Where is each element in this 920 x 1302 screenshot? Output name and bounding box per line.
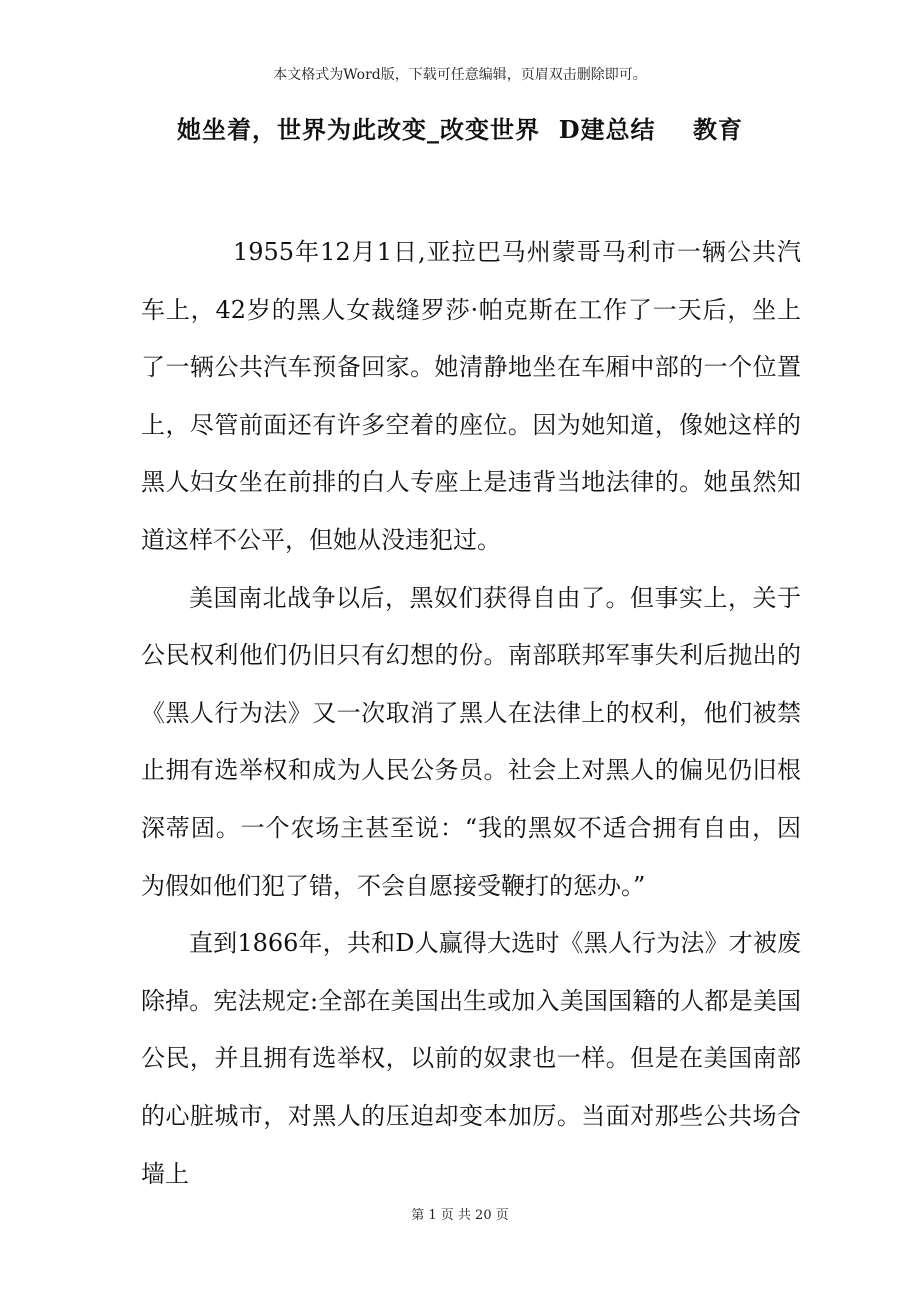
- page-footer: 第 1 页 共 20 页: [411, 1208, 509, 1223]
- paragraph-1: 1955年12月1日,亚拉巴马州蒙哥马利市一辆公共汽车上，42岁的黑人女裁缝罗莎·帕克斯在工作了一天后，坐上了一辆公共汽车预备回家。她清静地坐在车厢中部的一个位置上，尽管前面还有许多空着的座位。因为她知道，像她这样的黑人妇女坐在前排的白人专座上是违背当地法律的。她虽然知道这样不公平，但她从没违犯过。: [141, 238, 801, 554]
- paragraph-3: 直到1866年，共和D人赢得大选时《黑人行为法》才被废除掉。宪法规定:全部在美国出生或加入美国国籍的人都是美国公民，并且拥有选举权，以前的奴隶也一样。但是在美国南部的心脏城市，对黑人的压迫却变本加厉。当面对那些公共场合墙上: [141, 929, 801, 1188]
- paragraph-2: 美国南北战争以后，黑奴们获得自由了。但事实上，关于公民权利他们仍旧只有幻想的份。南部联邦军事失利后抛出的《黑人行为法》又一次取消了黑人在法律上的权利，他们被禁止拥有选举权和成为人民公务员。社会上对黑人的偏见仍旧根深蒂固。一个农场主甚至说：“我的黑奴不适合拥有自由，因为假如他们犯了错，不会自愿接受鞭打的惩办。”: [141, 583, 801, 900]
- page-header-note: 本文格式为Word版，下载可任意编辑，页眉双击删除即可。: [273, 67, 647, 83]
- document-title: 她坐着，世界为此改变_改变世界 D建总结 教育: [177, 115, 743, 144]
- document-body: [141, 224, 801, 1203]
